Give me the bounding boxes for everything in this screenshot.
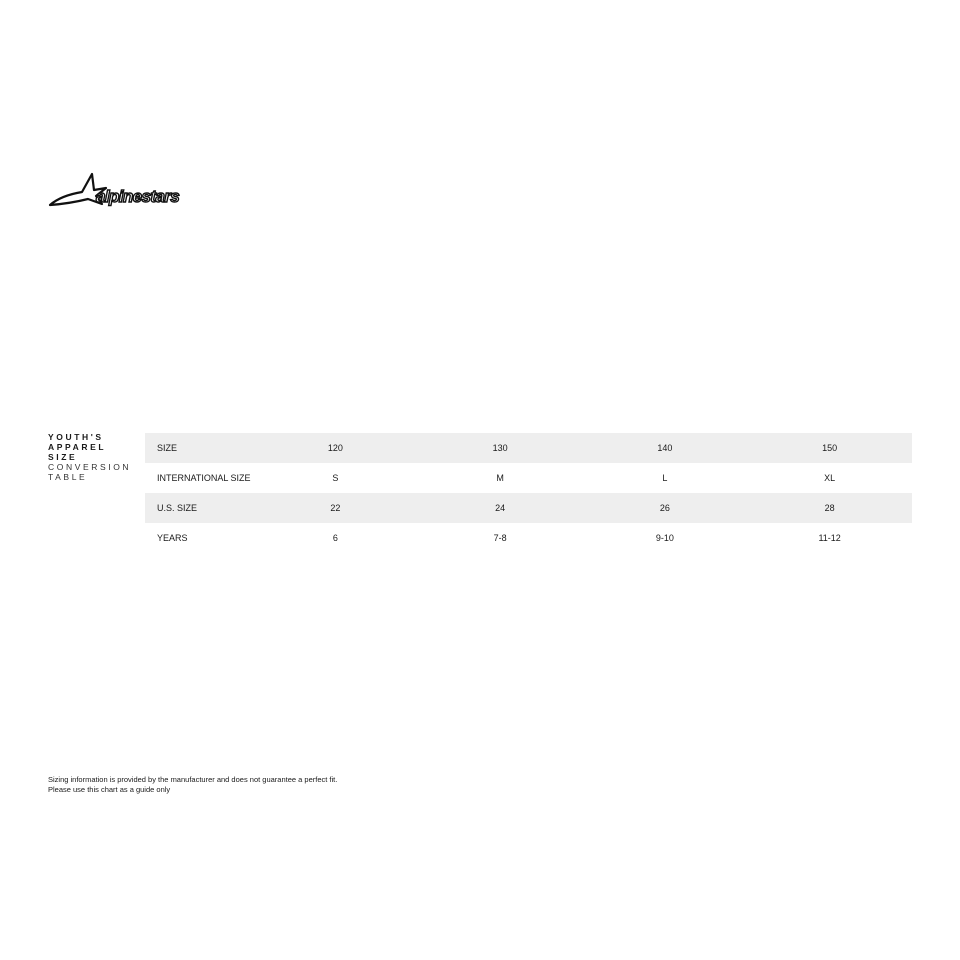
table-row-years xyxy=(145,523,912,553)
brand-logo xyxy=(48,170,212,210)
table-cell: M xyxy=(496,473,504,483)
heading-line: APPAREL xyxy=(48,442,107,452)
table-cell: 150 xyxy=(747,433,912,463)
table-cell: S xyxy=(332,473,339,483)
table-cell: 24 xyxy=(418,493,583,523)
table-cell: 22 xyxy=(253,493,418,523)
table-cell: XL xyxy=(824,473,836,483)
table-cell: 6 xyxy=(332,533,338,543)
brand-logo-text: alpinestars xyxy=(96,187,180,206)
disclaimer-line: Sizing information is provided by the manufacturer and does not guarantee a perfect fit. xyxy=(48,775,338,784)
row-label: U.S. SIZE xyxy=(145,493,253,523)
row-label: SIZE xyxy=(145,433,253,463)
row-label: YEARS xyxy=(157,533,188,543)
table-cell: 120 xyxy=(253,433,418,463)
table-cell: 11-12 xyxy=(818,533,841,543)
heading-line: YOUTH'S xyxy=(48,432,104,442)
disclaimer xyxy=(48,775,337,795)
table-cell: L xyxy=(662,473,668,483)
table-row-international-size xyxy=(145,463,912,493)
disclaimer-line: Please use this chart as a guide only xyxy=(48,785,171,794)
table-cell: 28 xyxy=(747,493,912,523)
row-label: INTERNATIONAL SIZE xyxy=(157,473,251,483)
heading-subline: CONVERSION xyxy=(48,462,132,472)
brand-logo-svg xyxy=(48,170,212,210)
table-cell: 7-8 xyxy=(493,533,507,543)
table-heading xyxy=(48,432,138,482)
table-row-size xyxy=(145,433,912,463)
size-conversion-table xyxy=(145,433,912,553)
heading-subline: TABLE xyxy=(48,472,88,482)
table-cell: 140 xyxy=(583,433,748,463)
table-cell: 9-10 xyxy=(655,533,674,543)
table-row-us-size xyxy=(145,493,912,523)
table-cell: 26 xyxy=(583,493,748,523)
heading-line: SIZE xyxy=(48,452,78,462)
table-cell: 130 xyxy=(418,433,583,463)
